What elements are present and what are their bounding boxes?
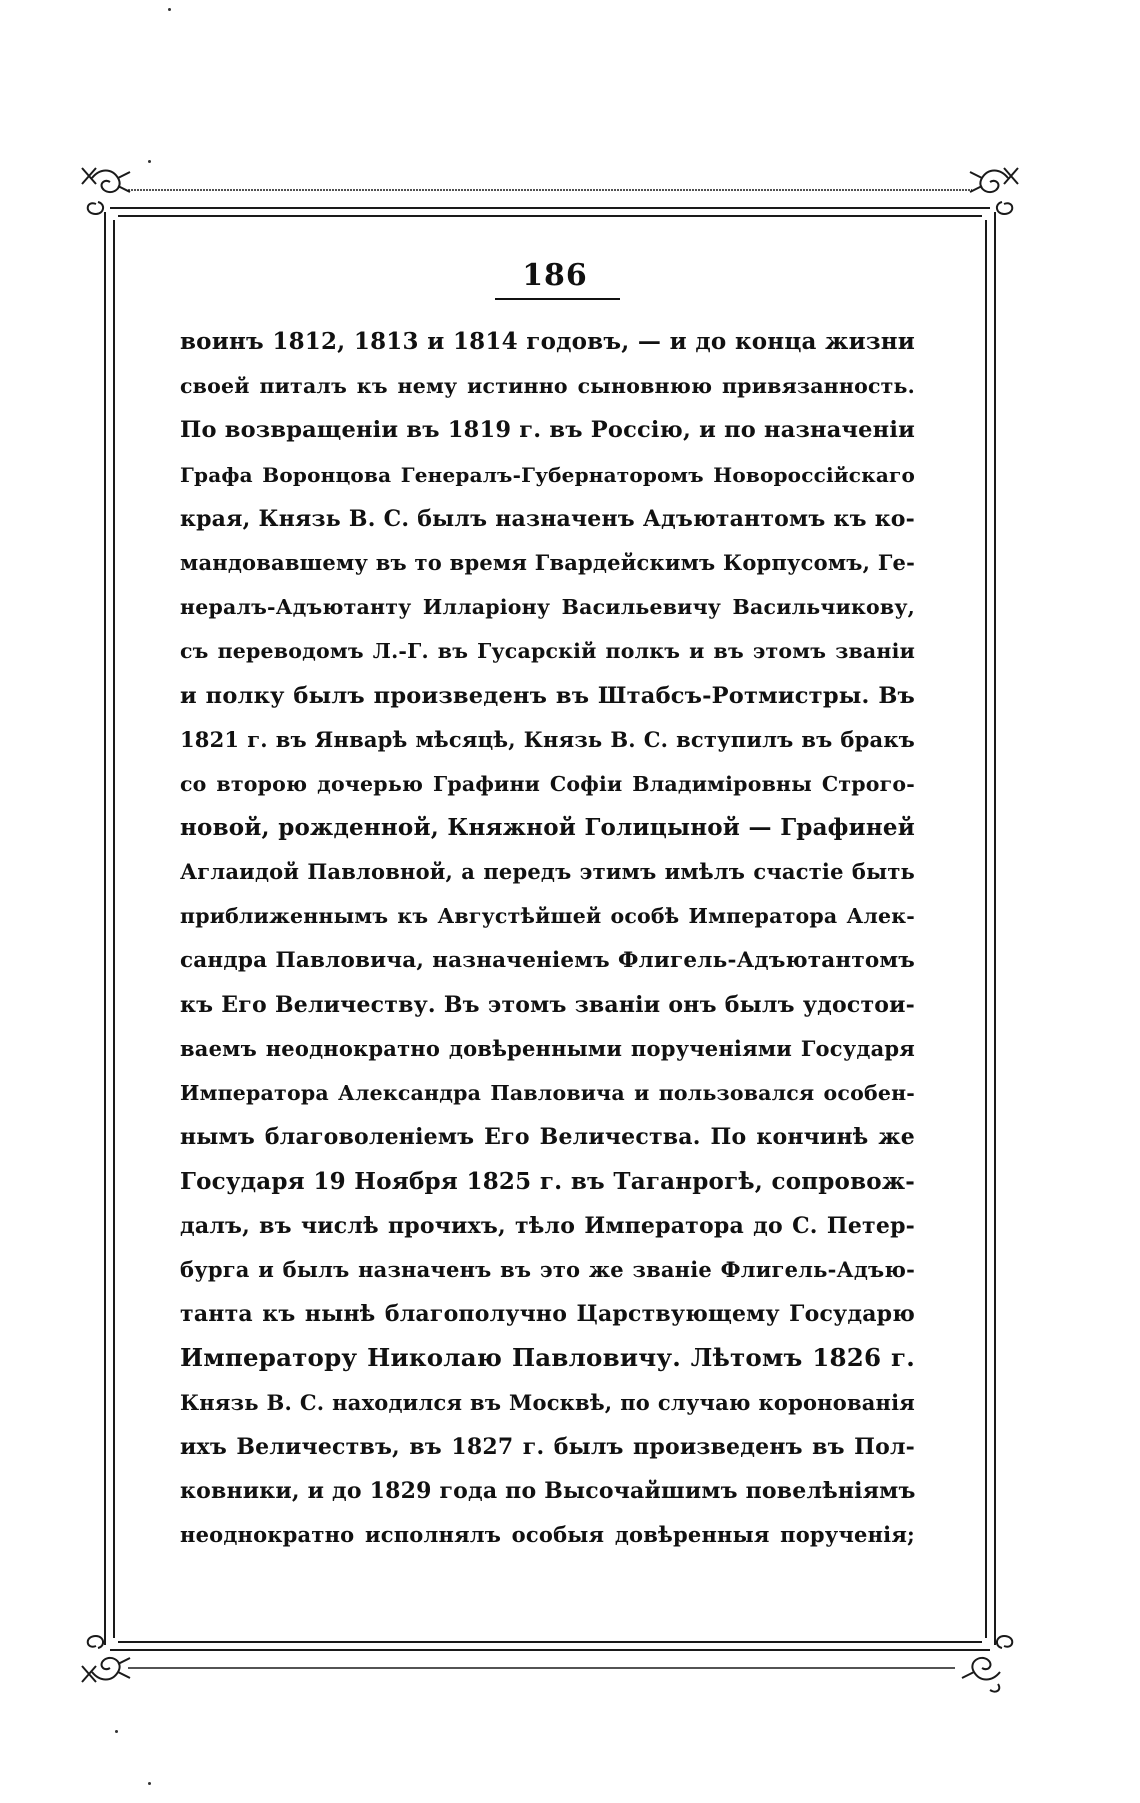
text-line: Императору Николаю Павловичу. Лѣтомъ 1826 г. <box>180 1343 915 1373</box>
text-line: нералъ-Адъютанту Илларіону Васильевичу Васильчикову, <box>180 595 915 620</box>
text-line: воинъ 1812, 1813 и 1814 годовъ, — и до конца жизни <box>180 328 915 355</box>
text-line: съ переводомъ Л.-Г. въ Гусарскій полкъ и въ этомъ званіи <box>180 639 915 664</box>
corner-ornament-top-left <box>82 168 130 214</box>
text-line: Императора Александра Павловича и пользовался особен- <box>180 1081 915 1106</box>
text-line: Аглаидой Павловной, а передъ этимъ имѣлъ счастіе быть <box>180 859 915 885</box>
page-number-rule <box>495 298 620 300</box>
print-speck <box>168 8 171 11</box>
text-line: ковники, и до 1829 года по Высочайшимъ повелѣніямъ <box>180 1477 916 1504</box>
text-line: нымъ благоволеніемъ Его Величества. По кончинѣ же <box>180 1124 915 1151</box>
text-line: 1821 г. въ Январѣ мѣсяцѣ, Князь В. С. вступилъ въ бракъ <box>180 726 915 752</box>
text-line: Князь В. С. находился въ Москвѣ, по случаю коронованія <box>180 1389 915 1415</box>
page-number: 186 <box>522 258 588 293</box>
text-line: къ Его Величеству. Въ этомъ званіи онъ былъ удостои- <box>180 991 915 1018</box>
text-line: танта къ нынѣ благополучно Царствующему Государю <box>180 1301 915 1328</box>
text-line: новой, рожденной, Княжной Голицыной — Графиней <box>180 814 915 842</box>
text-line: ваемъ неоднократно довѣренными порученіями Государя <box>180 1036 915 1061</box>
corner-ornament-top-right <box>970 168 1018 214</box>
text-line: Государя 19 Ноября 1825 г. въ Таганрогѣ, сопровож- <box>180 1167 915 1195</box>
print-speck <box>148 160 151 163</box>
text-line: Графа Воронцова Генералъ-Губернаторомъ Новороссійскаго <box>180 462 915 487</box>
text-line: неоднократно исполнялъ особыя довѣренныя порученія; <box>180 1522 915 1548</box>
text-line: По возвращеніи въ 1819 г. въ Россію, и по назначеніи <box>180 417 915 444</box>
text-line: своей питалъ къ нему истинно сыновнюю привязанность. <box>180 374 915 399</box>
body-text <box>180 320 915 1557</box>
print-speck <box>148 1782 151 1785</box>
corner-ornament-bottom-left <box>82 1636 130 1682</box>
text-line: и полку былъ произведенъ въ Штабсъ-Ротмистры. Въ <box>180 682 915 709</box>
text-line: края, Князь В. С. былъ назначенъ Адъютантомъ къ ко- <box>180 505 915 532</box>
text-line: сандра Павловича, назначеніемъ Флигель-Адъютантомъ <box>180 947 915 973</box>
text-line: ихъ Величествъ, въ 1827 г. былъ произведенъ въ Пол- <box>180 1433 915 1460</box>
text-line: далъ, въ числѣ прочихъ, тѣло Императора до С. Петер- <box>180 1212 915 1239</box>
text-line: мандовавшему въ то время Гвардейскимъ Корпусомъ, Ге- <box>180 549 915 575</box>
print-speck <box>115 1730 118 1733</box>
corner-ornament-bottom-right <box>962 1636 1012 1692</box>
text-line: со второю дочерью Графини Софіи Владиміровны Строго- <box>180 771 915 796</box>
text-line: приближеннымъ къ Августѣйшей особѣ Императора Алек- <box>180 904 915 929</box>
text-line: бурга и былъ назначенъ въ это же званіе Флигель-Адъю- <box>180 1256 915 1282</box>
